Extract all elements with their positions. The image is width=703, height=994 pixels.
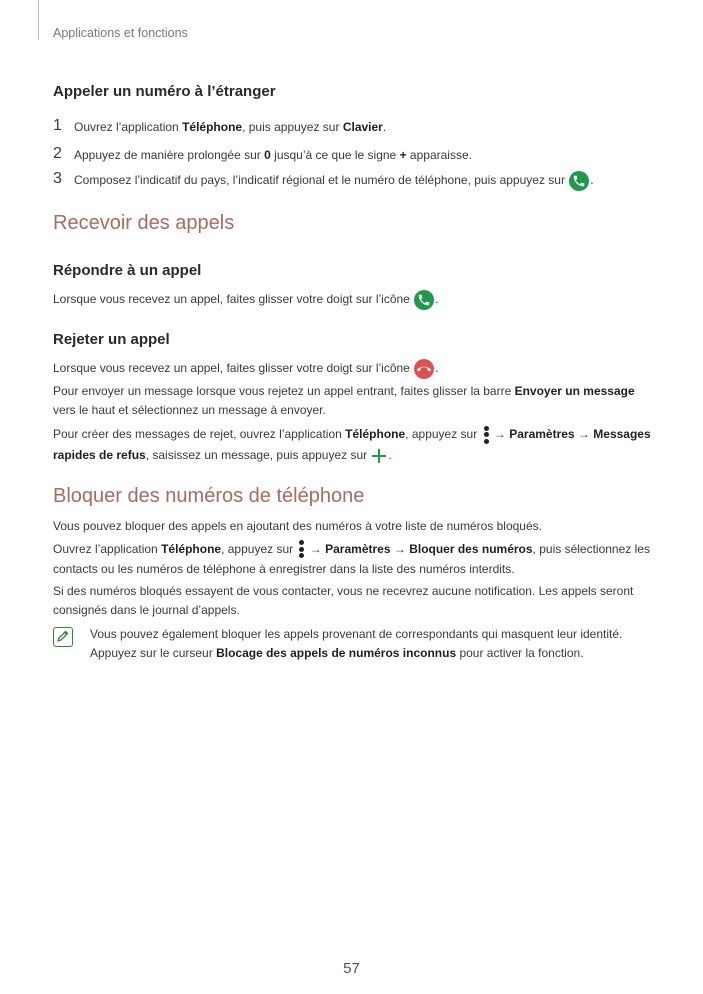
block-note-text: Vous pouvez également bloquer les appels provenant de correspondants qui masquent leur identité. Appuyez sur le curseur Blocage des appels de numéros inconnus pour activer la fonction.: [90, 627, 623, 660]
block-steps-text: Ouvrez l’application Téléphone, appuyez sur → Paramètres → Bloquer des numéros, puis sélectionnez les contacts ou les numéros de téléphone à enregistrer dans la liste des numéros interdits.: [53, 540, 653, 579]
note-pencil-icon: [53, 627, 73, 647]
running-header: Applications et fonctions: [53, 26, 188, 40]
intl-title: Appeler un numéro à l’étranger: [53, 83, 276, 100]
page-number: 57: [343, 960, 360, 977]
block-notification-text: Si des numéros bloqués essayent de vous contacter, vous ne recevrez aucune notification. Les appels seront consignés dans le journal d’appels.: [53, 584, 634, 617]
step-text: Appuyez de manière prolongée sur 0 jusqu’à ce que le signe + apparaisse.: [74, 148, 472, 162]
phone-call-icon: [414, 290, 434, 310]
more-options-icon: [483, 425, 489, 445]
step-number: 3: [53, 170, 62, 187]
more-options-icon: [298, 540, 304, 560]
phone-call-icon: [569, 171, 589, 191]
margin-rule: [38, 0, 39, 40]
step-text: Ouvrez l’application Téléphone, puis appuyez sur Clavier.: [74, 120, 387, 134]
step-text: Composez l’indicatif du pays, l’indicatif régional et le numéro de téléphone, puis appuyez sur .: [74, 169, 594, 191]
answer-text: Lorsque vous recevez un appel, faites glisser votre doigt sur l’icône .: [53, 288, 439, 310]
receive-title: Recevoir des appels: [53, 212, 235, 234]
plus-icon: [371, 448, 387, 464]
reject-text: Lorsque vous recevez un appel, faites glisser votre doigt sur l’icône .: [53, 357, 439, 379]
reject-title: Rejeter un appel: [53, 331, 170, 348]
reject-create-text: Pour créer des messages de rejet, ouvrez l’application Téléphone, appuyez sur → Paramètres → Messages rapides de refus, saisissez un message, puis appuyez sur .: [53, 424, 653, 465]
phone-decline-icon: [414, 359, 434, 379]
step-number: 2: [53, 145, 62, 162]
answer-title: Répondre à un appel: [53, 262, 202, 279]
reject-message-text: Pour envoyer un message lorsque vous rejetez un appel entrant, faites glisser la barre Envoyer un message vers le haut et sélectionnez un message à envoyer.: [53, 384, 635, 417]
block-title: Bloquer des numéros de téléphone: [53, 485, 365, 507]
block-intro: Vous pouvez bloquer des appels en ajoutant des numéros à votre liste de numéros bloqués.: [53, 519, 542, 533]
step-number: 1: [53, 117, 62, 134]
